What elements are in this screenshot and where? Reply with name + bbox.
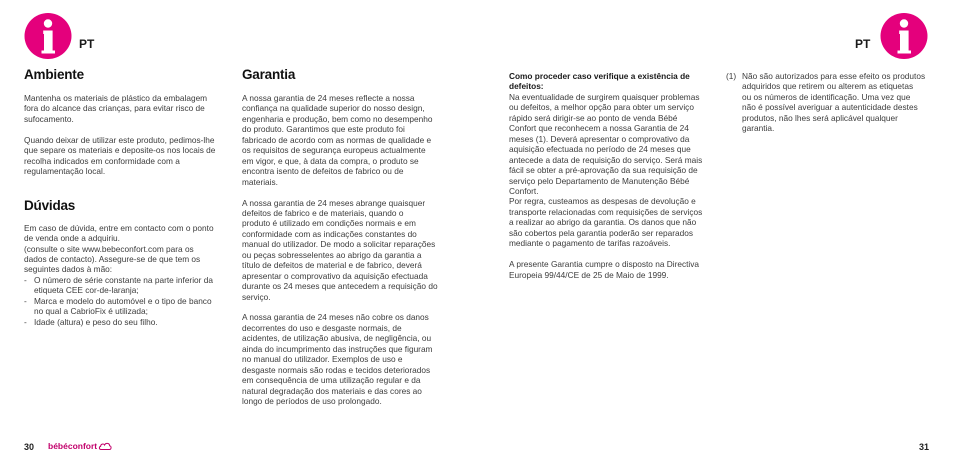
text-line: A presente Garantia cumpre o disposto na Directiva xyxy=(509,259,700,270)
text-line: A nossa garantia de 24 meses reflecte a nossa xyxy=(242,93,415,103)
list-item: - O número de série constante na parte inferior da etiqueta CEE cor-de-laranja; xyxy=(24,274,213,296)
text-line: recolha indicados em conformidade com a xyxy=(24,155,180,166)
text-line: do produto. Garantimos que este produto foi xyxy=(242,124,405,135)
list-item: - Idade (altura) e peso do seu filho. xyxy=(24,316,158,327)
text-line: em consequência de uma utilização regular e da xyxy=(242,375,421,386)
text-line: mediante o pagamento de tarifas razoáveis. xyxy=(509,238,671,249)
text-line: no qual a CabrioFix é utilizada; xyxy=(34,306,148,317)
text-line: ou os números de identificação. Uma vez que xyxy=(742,91,911,102)
text-line: produtos, não lhes será aplicável qualquer xyxy=(742,112,898,123)
text-line: A nossa garantia de 24 meses não cobre os danos xyxy=(242,312,429,323)
text-line: Quando deixar de utilizar este produto, pedimos-lhe xyxy=(24,134,215,145)
logo-text-confort: confort xyxy=(67,441,98,451)
text-line: confiança na qualidade superior do nosso design, xyxy=(242,103,425,114)
text-line: durante os 24 meses que antecedem a requisição do xyxy=(242,281,438,292)
text-line: são cobertos pela garantia poderão ser reparados xyxy=(509,227,694,238)
text-line: Europeia 99/44/CE de 25 de Maio de 1999. xyxy=(509,269,669,280)
text-line: (consulte o site www.bebeconfort.com para os xyxy=(24,243,194,254)
text-line: Não são autorizados para esse efeito os produtos xyxy=(742,71,926,81)
text-line: transporte relacionadas com requisições de serviços xyxy=(509,206,703,217)
page-number-right: 31 xyxy=(919,442,930,452)
text-line: garantia. xyxy=(742,123,775,134)
text-line: dados de contacto). Assegure-se de que tem os xyxy=(24,253,201,264)
page-number-left: 30 xyxy=(24,442,35,452)
section-title-duvidas: Dúvidas xyxy=(24,197,76,213)
text-line: Confort. xyxy=(509,185,539,196)
text-line: serviço pelo Departamento de Manutenção Bébé xyxy=(509,175,690,186)
text-line: manual do utilizador. De modo a solicitar reparações xyxy=(242,239,436,250)
info-icon xyxy=(880,12,928,60)
subsection-title: defeitos: xyxy=(509,81,544,92)
text-line: no manual do utilizador. Exemplos de uso e xyxy=(242,354,403,365)
text-line: serviço. xyxy=(242,291,271,302)
section-title-garantia: Garantia xyxy=(242,67,296,82)
text-line: rápido será dirigir-se ao ponto de venda Bébé xyxy=(509,112,678,123)
text-line: Mantenha os materiais de plástico da embalagem xyxy=(24,93,208,103)
text-line: fora do alcance das crianças, para evitar risco de xyxy=(24,103,205,114)
text-line: sufocamento. xyxy=(24,113,74,124)
text-line: antecede a data de requisição do serviço. Será mais xyxy=(509,154,703,165)
column-left xyxy=(24,67,234,327)
text-line: engenharia e produção, bem como no desempenho xyxy=(242,113,433,124)
brand-logo xyxy=(48,441,112,451)
text-line: ou defeitos, a melhor opção para obter um serviço xyxy=(509,102,694,113)
duvidas-text xyxy=(24,223,234,328)
text-line: aquisição efectuada no período de 24 meses que xyxy=(509,144,691,155)
text-line: O número de série constante na parte inferior da xyxy=(34,274,213,285)
section-title-ambiente: Ambiente xyxy=(24,67,84,82)
text-line: defeitos de fabrico e de materiais, quando o xyxy=(242,207,404,218)
footnote-marker: (1) xyxy=(726,71,737,81)
text-line: conformidade com as indicações constantes do xyxy=(242,228,417,239)
text-line: encontra isento de defeitos de fabrico ou de xyxy=(242,166,404,177)
ambiente-text xyxy=(24,93,234,177)
text-line: de venda onde a adquiriu. xyxy=(24,233,120,244)
text-line: A nossa garantia de 24 meses abrange quaisquer xyxy=(242,197,426,208)
column-defeitos xyxy=(509,71,724,280)
text-line: Idade (altura) e peso do seu filho. xyxy=(34,316,158,327)
language-label-right: PT xyxy=(855,37,871,51)
text-line: fabricado de acordo com as normas de qualidade e xyxy=(242,134,432,145)
text-line: título de defeitos de material e de fabrico, deverá xyxy=(242,260,422,271)
footnote xyxy=(726,71,936,134)
text-line: não é possível averiguar a autenticidade destes xyxy=(742,102,918,113)
subsection-title: Como proceder caso verifique a existência de xyxy=(509,71,690,81)
text-line: fácil se obter a pré-aprovação da sua requisição de xyxy=(509,165,698,176)
text-line: Marca e modelo do automóvel e o tipo de banco xyxy=(34,295,212,306)
text-line: a realizar ao abrigo da garantia. Os danos que não xyxy=(509,217,697,228)
text-line: produto é utilizado em condições normais e em xyxy=(242,218,416,229)
text-line: ou peças sobresselentes ao abrigo da garantia a xyxy=(242,249,422,260)
text-line: Em caso de dúvida, entre em contacto com o ponto xyxy=(24,222,214,233)
logo-text-bebe: bébé xyxy=(48,441,68,451)
text-line: ainda do incumprimento das instruções que figuram xyxy=(242,343,433,354)
text-line: acidentes, de utilização abusiva, de negligência, ou xyxy=(242,333,432,344)
text-line: Na eventualidade de surgirem quaisquer problemas xyxy=(509,91,700,102)
text-line: seguintes dados à mão: xyxy=(24,264,113,275)
text-line: adquiridos que retirem ou alterem as etiquetas xyxy=(742,81,914,92)
text-line: etiqueta CEE cor-de-laranja; xyxy=(34,285,139,296)
cloud-icon xyxy=(98,441,112,451)
text-line: meses (1). Deverá apresentar o comprovativo da xyxy=(509,133,690,144)
text-line: que separe os materiais e deposite-os nos locais de xyxy=(24,145,216,156)
text-line: decorrentes do uso e desgaste normais, de xyxy=(242,322,402,333)
text-line: Por regra, custeamos as despesas de devolução e xyxy=(509,196,696,207)
text-line: em vigor, e que, à data da compra, o produto se xyxy=(242,155,419,166)
text-line: Confort que reconhecem a nossa Garantia de 24 xyxy=(509,123,689,134)
text-line: desgaste normais são rodas e tecidos deteriorados xyxy=(242,364,431,375)
info-icon xyxy=(24,12,72,60)
text-line: apresentar o comprovativo da aquisição efectuada xyxy=(242,270,428,281)
garantia-text xyxy=(242,93,457,407)
text-line: regulamentação local. xyxy=(24,166,106,177)
text-line: materiais. xyxy=(242,176,278,187)
list-item: - Marca e modelo do automóvel e o tipo de banco no qual a CabrioFix é utilizada; xyxy=(24,295,212,317)
text-line: os requisitos de segurança europeus actualmente xyxy=(242,145,426,156)
text-line: longo de períodos de uso prolongado. xyxy=(242,396,382,407)
column-garantia xyxy=(242,67,457,407)
language-label-left: PT xyxy=(79,37,95,51)
text-line: natural degradação dos materiais e das cores ao xyxy=(242,385,422,396)
